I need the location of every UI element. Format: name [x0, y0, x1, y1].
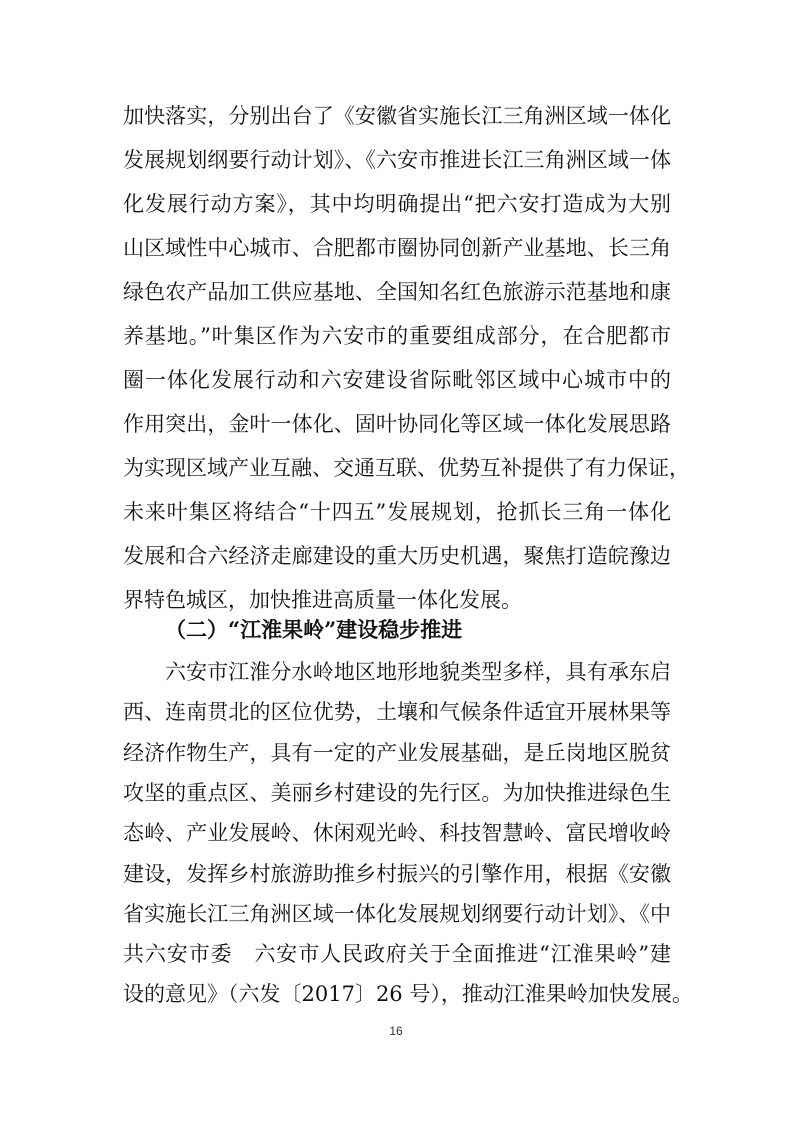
paragraph-line: 为实现区域产业互融、交通互联、优势互补提供了有力保证， [123, 456, 690, 480]
paragraph-line: 经济作物生产，具有一定的产业发展基础，是丘岗地区脱贫 [123, 741, 671, 765]
paragraph-line: 化发展行动方案》，其中均明确提出“把六安打造成为大别 [123, 192, 671, 216]
paragraph-line: 养基地。”叶集区作为六安市的重要组成部分，在合肥都市 [123, 324, 671, 348]
page-number: 16 [389, 1024, 403, 1038]
paragraph-line: 绿色农产品加工供应基地、全国知名红色旅游示范基地和康 [123, 280, 671, 304]
paragraph-line: 共六安市委 六安市人民政府关于全面推进“江淮果岭”建 [123, 942, 671, 966]
paragraph-line: 山区域性中心城市、合肥都市圈协同创新产业基地、长三角 [123, 236, 671, 260]
paragraph-line: 圈一体化发展行动和六安建设省际毗邻区域中心城市中的 [123, 368, 671, 392]
paragraph-line: 加快落实，分别出台了《安徽省实施长江三角洲区域一体化 [123, 104, 671, 128]
paragraph-line: 态岭、产业发展岭、休闲观光岭、科技智慧岭、富民增收岭 [123, 821, 671, 845]
paragraph-line: 六安市江淮分水岭地区地形地貌类型多样，具有承东启 [165, 660, 671, 684]
paragraph-line: 界特色城区，加快推进高质量一体化发展。 [123, 588, 522, 612]
paragraph-line: 建设，发挥乡村旅游助推乡村振兴的引擎作用，根据《安徽 [123, 862, 671, 886]
paragraph-line: 未来叶集区将结合“十四五”发展规划，抢抓长三角一体化 [123, 500, 671, 524]
paragraph-line: 作用突出，金叶一体化、固叶协同化等区域一体化发展思路 [123, 412, 671, 436]
paragraph-line: 发展和合六经济走廊建设的重大历史机遇，聚焦打造皖豫边 [123, 544, 671, 568]
paragraph-line: 攻坚的重点区、美丽乡村建设的先行区。为加快推进绿色生 [123, 781, 671, 805]
paragraph-line: 设的意见》（六发〔2017〕26 号），推动江淮果岭加快发展。 [123, 982, 693, 1006]
paragraph-line: 发展规划纲要行动计划》、《六安市推进长江三角洲区域一体 [123, 148, 671, 172]
paragraph-line: 省实施长江三角洲区域一体化发展规划纲要行动计划》、《中 [123, 902, 671, 926]
paragraph-line: 西、连南贯北的区位优势，土壤和气候条件适宜开展林果等 [123, 700, 671, 724]
section-heading: （二）“江淮果岭”建设稳步推进 [165, 617, 463, 642]
